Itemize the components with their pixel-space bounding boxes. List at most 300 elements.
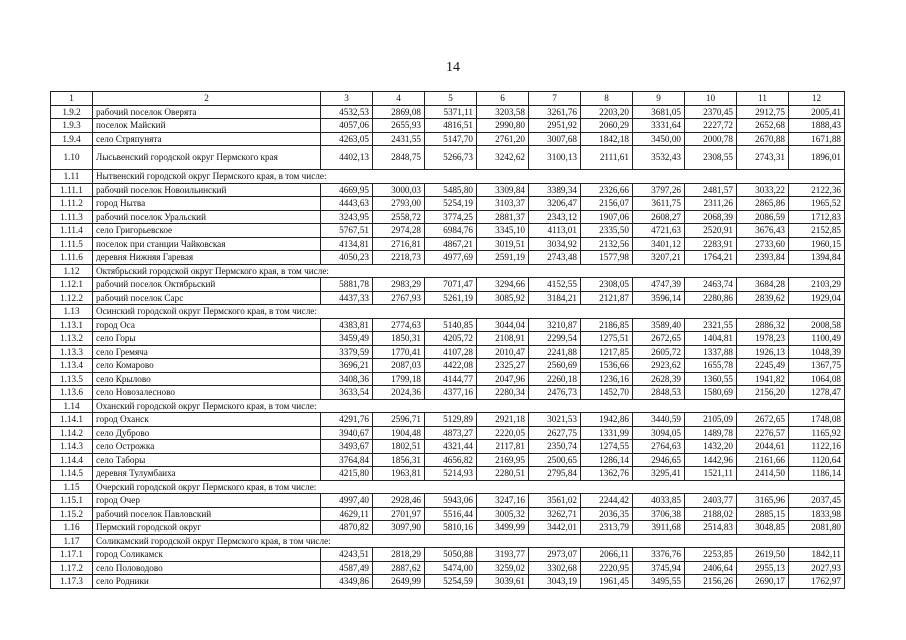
value-cell: 2743,48 [529,251,581,265]
value-cell: 1274,55 [581,440,633,454]
row-code: 1.14.2 [51,426,93,440]
value-cell: 5266,73 [425,146,477,170]
value-cell: 2276,57 [737,426,789,440]
table-row [51,453,845,467]
value-cell: 3206,47 [529,197,581,211]
value-cell: 1963,81 [373,467,425,481]
value-cell: 2596,71 [373,413,425,427]
value-cell: 1671,88 [789,132,845,146]
value-cell: 2156,07 [581,197,633,211]
value-cell: 4402,13 [321,146,373,170]
value-cell: 5254,19 [425,197,477,211]
value-cell: 2260,18 [529,372,581,386]
page-number: 14 [446,60,460,75]
column-header: 2 [93,92,321,106]
value-cell: 2321,55 [685,318,737,332]
column-header: 11 [737,92,789,106]
value-cell: 3034,92 [529,237,581,251]
value-cell: 1802,51 [373,440,425,454]
column-header: 7 [529,92,581,106]
value-cell: 1452,70 [581,386,633,400]
value-cell: 5810,16 [425,521,477,535]
value-cell: 2008,58 [789,318,845,332]
settlement-name: город Оса [93,318,321,332]
value-cell: 2761,20 [477,132,529,146]
value-cell: 3345,10 [477,224,529,238]
value-cell: 2764,63 [633,440,685,454]
group-title: Октябрьский городской округ Пермского края, в том числе: [93,264,845,278]
value-cell: 3696,21 [321,359,373,373]
settlement-name: деревня Нижняя Гаревая [93,251,321,265]
value-cell: 2335,50 [581,224,633,238]
table-row [51,197,845,211]
value-cell: 3440,59 [633,413,685,427]
row-code: 1.13.5 [51,372,93,386]
value-cell: 4977,69 [425,251,477,265]
value-cell: 4532,53 [321,105,373,119]
value-cell: 3005,32 [477,507,529,521]
settlement-name: село Крылово [93,372,321,386]
row-code: 1.9.3 [51,119,93,133]
table-row [51,105,845,119]
value-cell: 1904,48 [373,426,425,440]
value-cell: 2343,12 [529,210,581,224]
table-row [51,146,845,170]
value-cell: 1799,18 [373,372,425,386]
value-cell: 4587,49 [321,561,373,575]
value-cell: 5050,88 [425,548,477,562]
column-header: 8 [581,92,633,106]
value-cell: 1764,21 [685,251,737,265]
value-cell: 2652,68 [737,119,789,133]
value-cell: 2111,61 [581,146,633,170]
table-row [51,494,845,508]
value-cell: 2280,86 [685,291,737,305]
value-cell: 3408,36 [321,372,373,386]
table-row [51,548,845,562]
value-cell: 2117,81 [477,440,529,454]
row-code: 1.16 [51,521,93,535]
table-row [51,332,845,346]
table-row [51,345,845,359]
value-cell: 3940,67 [321,426,373,440]
settlement-name: деревня Тулумбаиха [93,467,321,481]
value-cell: 2558,72 [373,210,425,224]
value-cell: 2928,46 [373,494,425,508]
value-cell: 2068,39 [685,210,737,224]
value-cell: 3450,00 [633,132,685,146]
value-cell: 2672,65 [633,332,685,346]
value-cell: 3459,49 [321,332,373,346]
value-cell: 2203,20 [581,105,633,119]
value-cell: 2280,51 [477,467,529,481]
value-cell: 2037,45 [789,494,845,508]
value-cell: 2672,65 [737,413,789,427]
value-cell: 2605,72 [633,345,685,359]
settlement-name: рабочий поселок Уральский [93,210,321,224]
table-row [51,237,845,251]
row-code: 1.11.5 [51,237,93,251]
value-cell: 5254,59 [425,575,477,589]
value-cell: 1536,66 [581,359,633,373]
value-cell: 1896,01 [789,146,845,170]
value-cell: 3243,95 [321,210,373,224]
value-cell: 4747,39 [633,278,685,292]
settlement-name: город Очер [93,494,321,508]
value-cell: 4144,77 [425,372,477,386]
table-row [51,183,845,197]
value-cell: 3295,41 [633,467,685,481]
value-cell: 4107,28 [425,345,477,359]
value-cell: 3043,19 [529,575,581,589]
table-row [51,251,845,265]
table-row [51,426,845,440]
row-code: 1.10 [51,146,93,170]
value-cell: 3379,59 [321,345,373,359]
settlement-name: Пермский городской округ [93,521,321,535]
value-cell: 4263,05 [321,132,373,146]
value-cell: 2280,34 [477,386,529,400]
value-cell: 3596,14 [633,291,685,305]
value-cell: 6984,76 [425,224,477,238]
row-code: 1.17.3 [51,575,93,589]
table-row [51,372,845,386]
value-cell: 2156,26 [685,575,737,589]
group-title: Осинский городской округ Пермского края, в том числе: [93,305,845,319]
value-cell: 5140,85 [425,318,477,332]
group-title: Очерский городской округ Пермского края, в том числе: [93,480,845,494]
value-cell: 1941,82 [737,372,789,386]
settlement-name: село Комарово [93,359,321,373]
value-cell: 2087,03 [373,359,425,373]
group-row [51,480,845,494]
value-cell: 1217,85 [581,345,633,359]
value-cell: 2619,50 [737,548,789,562]
value-cell: 2848,53 [633,386,685,400]
value-cell: 2463,74 [685,278,737,292]
value-cell: 5129,89 [425,413,477,427]
value-cell: 2733,60 [737,237,789,251]
value-cell: 3745,94 [633,561,685,575]
header-row [51,92,845,106]
value-cell: 1580,69 [685,386,737,400]
column-header: 3 [321,92,373,106]
value-cell: 1978,23 [737,332,789,346]
row-code: 1.14.1 [51,413,93,427]
value-cell: 2024,36 [373,386,425,400]
row-code: 1.13 [51,305,93,319]
value-cell: 5516,44 [425,507,477,521]
value-cell: 4050,23 [321,251,373,265]
value-cell: 2608,27 [633,210,685,224]
value-cell: 1748,08 [789,413,845,427]
value-cell: 1442,96 [685,453,737,467]
value-cell: 2701,97 [373,507,425,521]
value-cell: 1367,75 [789,359,845,373]
value-cell: 4349,86 [321,575,373,589]
value-cell: 2350,74 [529,440,581,454]
value-cell: 4656,82 [425,453,477,467]
value-cell: 2946,65 [633,453,685,467]
value-cell: 3681,05 [633,105,685,119]
value-cell: 3203,58 [477,105,529,119]
settlement-name: рабочий поселок Оверята [93,105,321,119]
value-cell: 1929,04 [789,291,845,305]
group-title: Соликамский городской округ Пермского края, в том числе: [93,534,845,548]
value-cell: 1926,13 [737,345,789,359]
value-cell: 2921,18 [477,413,529,427]
value-cell: 1521,11 [685,467,737,481]
value-cell: 3633,54 [321,386,373,400]
row-code: 1.17.2 [51,561,93,575]
value-cell: 1048,39 [789,345,845,359]
group-title: Оханский городской округ Пермского края, в том числе: [93,399,845,413]
value-cell: 1942,86 [581,413,633,427]
value-cell: 2716,81 [373,237,425,251]
value-cell: 1122,16 [789,440,845,454]
value-cell: 3247,16 [477,494,529,508]
value-cell: 2245,49 [737,359,789,373]
value-cell: 3242,62 [477,146,529,170]
row-code: 1.14.4 [51,453,93,467]
value-cell: 5767,51 [321,224,373,238]
value-cell: 1394,84 [789,251,845,265]
settlement-name: рабочий поселок Новоильинский [93,183,321,197]
value-cell: 2406,64 [685,561,737,575]
value-cell: 2299,54 [529,332,581,346]
value-cell: 2627,75 [529,426,581,440]
value-cell: 3103,37 [477,197,529,211]
row-code: 1.11.4 [51,224,93,238]
value-cell: 1655,78 [685,359,737,373]
row-code: 1.11 [51,170,93,184]
value-cell: 5943,06 [425,494,477,508]
value-cell: 3493,67 [321,440,373,454]
row-code: 1.15.1 [51,494,93,508]
value-cell: 2500,65 [529,453,581,467]
value-cell: 2973,07 [529,548,581,562]
value-cell: 2027,93 [789,561,845,575]
table-row [51,132,845,146]
value-cell: 2244,42 [581,494,633,508]
table-row [51,467,845,481]
row-code: 1.9.4 [51,132,93,146]
table-row [51,210,845,224]
value-cell: 1165,92 [789,426,845,440]
table-row [51,224,845,238]
group-title: Нытвенский городской округ Пермского края, в том числе: [93,170,845,184]
value-cell: 3100,13 [529,146,581,170]
value-cell: 1120,64 [789,453,845,467]
value-cell: 5371,11 [425,105,477,119]
value-cell: 2370,45 [685,105,737,119]
value-cell: 2818,29 [373,548,425,562]
value-cell: 1362,76 [581,467,633,481]
row-code: 1.13.6 [51,386,93,400]
value-cell: 2514,83 [685,521,737,535]
settlement-name: город Оханск [93,413,321,427]
value-cell: 2923,62 [633,359,685,373]
settlement-name: город Нытва [93,197,321,211]
column-header: 1 [51,92,93,106]
value-cell: 2655,93 [373,119,425,133]
settlement-name: село Стряпунята [93,132,321,146]
value-cell: 4422,08 [425,359,477,373]
value-cell: 2066,11 [581,548,633,562]
value-cell: 5214,93 [425,467,477,481]
value-cell: 5474,00 [425,561,477,575]
table-row [51,521,845,535]
value-cell: 1064,08 [789,372,845,386]
value-cell: 1842,18 [581,132,633,146]
table-row [51,278,845,292]
column-header: 6 [477,92,529,106]
value-cell: 2774,63 [373,318,425,332]
value-cell: 4057,06 [321,119,373,133]
column-header: 10 [685,92,737,106]
value-cell: 4443,63 [321,197,373,211]
value-cell: 5261,19 [425,291,477,305]
value-cell: 3499,99 [477,521,529,535]
value-cell: 2403,77 [685,494,737,508]
row-code: 1.11.2 [51,197,93,211]
value-cell: 2481,57 [685,183,737,197]
value-cell: 3085,92 [477,291,529,305]
value-cell: 3331,64 [633,119,685,133]
value-cell: 2186,85 [581,318,633,332]
value-cell: 3764,84 [321,453,373,467]
value-cell: 4321,44 [425,440,477,454]
table-body [51,105,845,588]
table-row [51,575,845,589]
value-cell: 3193,77 [477,548,529,562]
value-cell: 4383,81 [321,318,373,332]
value-cell: 2161,66 [737,453,789,467]
value-cell: 3442,01 [529,521,581,535]
value-cell: 1961,45 [581,575,633,589]
value-cell: 2188,02 [685,507,737,521]
value-cell: 2649,99 [373,575,425,589]
value-cell: 3048,85 [737,521,789,535]
value-cell: 3207,21 [633,251,685,265]
value-cell: 2414,50 [737,467,789,481]
value-cell: 4437,33 [321,291,373,305]
value-cell: 1432,20 [685,440,737,454]
value-cell: 4377,16 [425,386,477,400]
value-cell: 2912,75 [737,105,789,119]
settlement-name: рабочий поселок Октябрьский [93,278,321,292]
table-row [51,386,845,400]
value-cell: 2121,87 [581,291,633,305]
row-code: 1.15 [51,480,93,494]
value-cell: 2086,59 [737,210,789,224]
value-cell: 1275,51 [581,332,633,346]
table-row [51,561,845,575]
row-code: 1.12.2 [51,291,93,305]
value-cell: 1100,49 [789,332,845,346]
value-cell: 1856,31 [373,453,425,467]
table-row [51,119,845,133]
value-cell: 2044,61 [737,440,789,454]
value-cell: 1236,16 [581,372,633,386]
value-cell: 2081,80 [789,521,845,535]
value-cell: 2156,20 [737,386,789,400]
value-cell: 2326,66 [581,183,633,197]
value-cell: 7071,47 [425,278,477,292]
row-code: 1.13.2 [51,332,93,346]
settlement-name: село Дуброво [93,426,321,440]
value-cell: 3000,03 [373,183,425,197]
value-cell: 2560,69 [529,359,581,373]
value-cell: 2990,80 [477,119,529,133]
value-cell: 4152,55 [529,278,581,292]
value-cell: 2241,88 [529,345,581,359]
value-cell: 1186,14 [789,467,845,481]
value-cell: 2983,29 [373,278,425,292]
value-cell: 3261,76 [529,105,581,119]
value-cell: 3039,61 [477,575,529,589]
value-cell: 4205,72 [425,332,477,346]
value-cell: 2393,84 [737,251,789,265]
value-cell: 1907,06 [581,210,633,224]
column-header: 12 [789,92,845,106]
value-cell: 3294,66 [477,278,529,292]
value-cell: 2283,91 [685,237,737,251]
value-cell: 2476,73 [529,386,581,400]
value-cell: 2886,32 [737,318,789,332]
row-code: 1.13.3 [51,345,93,359]
value-cell: 2253,85 [685,548,737,562]
table-row [51,507,845,521]
value-cell: 2047,96 [477,372,529,386]
value-cell: 2010,47 [477,345,529,359]
value-cell: 3097,90 [373,521,425,535]
value-cell: 2005,41 [789,105,845,119]
settlement-name: поселок при станции Чайковская [93,237,321,251]
group-row [51,534,845,548]
value-cell: 3774,25 [425,210,477,224]
value-cell: 2887,62 [373,561,425,575]
table-row [51,291,845,305]
value-cell: 2122,36 [789,183,845,197]
value-cell: 2793,00 [373,197,425,211]
value-cell: 2839,62 [737,291,789,305]
value-cell: 4997,40 [321,494,373,508]
value-cell: 1965,52 [789,197,845,211]
row-code: 1.14.5 [51,467,93,481]
value-cell: 2591,19 [477,251,529,265]
value-cell: 2108,91 [477,332,529,346]
value-cell: 3019,51 [477,237,529,251]
value-cell: 1337,88 [685,345,737,359]
value-cell: 1888,43 [789,119,845,133]
value-cell: 4243,51 [321,548,373,562]
group-row [51,264,845,278]
value-cell: 2767,93 [373,291,425,305]
value-cell: 2313,79 [581,521,633,535]
value-cell: 2169,95 [477,453,529,467]
settlement-name: село Горы [93,332,321,346]
settlement-name: рабочий поселок Павловский [93,507,321,521]
value-cell: 3911,68 [633,521,685,535]
value-cell: 4113,01 [529,224,581,238]
value-cell: 2690,17 [737,575,789,589]
settlement-name: рабочий поселок Сарс [93,291,321,305]
row-code: 1.11.6 [51,251,93,265]
value-cell: 1712,83 [789,210,845,224]
value-cell: 2218,73 [373,251,425,265]
value-cell: 2060,29 [581,119,633,133]
